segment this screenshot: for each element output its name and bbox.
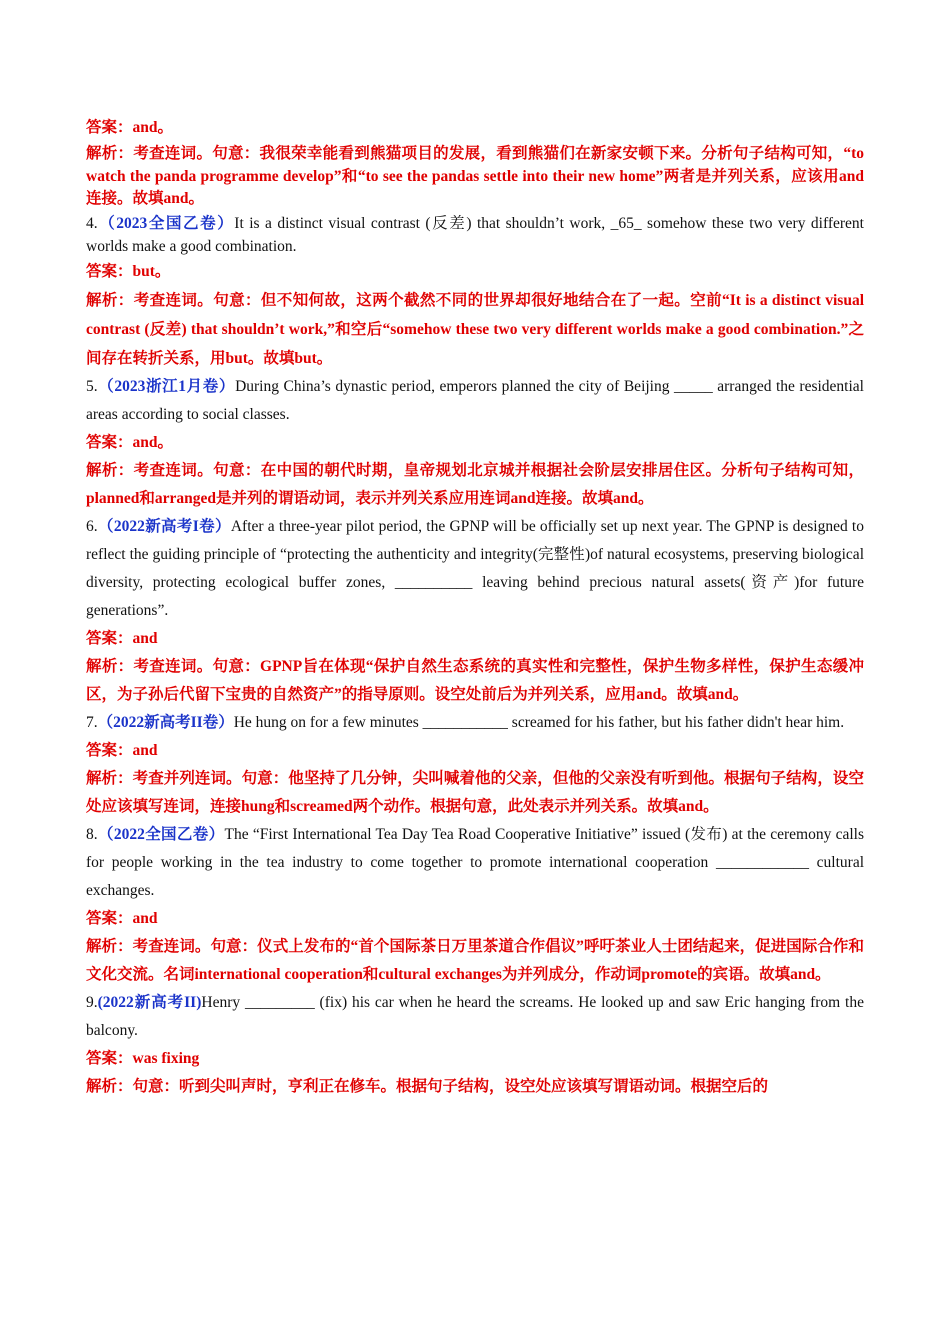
question-text: arranged the residential areas according to social classes. <box>86 377 864 423</box>
answer-line: 答案：and。 <box>86 119 173 136</box>
question-text: screamed for his father, but his father didn't hear him. <box>507 713 845 731</box>
answer-blank: ___________ <box>422 713 508 731</box>
answer-line: 答案：and <box>86 909 158 927</box>
explanation-paragraph: 解析：考查连词。句意：我很荣幸能看到熊猫项目的发展，看到熊猫们在新家安顿下来。分析句子结构可知，“to watch the panda programme develop”和“to see the pandas settle into their new home”两者是并列关系，应该用and连接。故填and。 <box>86 145 864 207</box>
explanation-paragraph: 解析：考查连词。句意：仪式上发布的“首个国际茶日万里茶道合作倡议”呼吁茶业人士团结起来，促进国际合作和文化交流。名词international cooperation和cultural exchanges为并列成分，作动词promote的宾语。故填and。 <box>86 937 864 983</box>
question-8 <box>86 821 864 905</box>
answer-line: 答案：and <box>86 741 158 759</box>
question-number: 9. <box>86 993 98 1011</box>
question-7 <box>86 709 864 737</box>
answer-line: 答案：and。 <box>86 433 173 451</box>
question-text: leaving behind precious natural assets(资产)for future generations”. <box>86 573 865 619</box>
question-number: 5. <box>86 377 98 395</box>
question-source: （2022全国乙卷） <box>97 825 225 843</box>
answer-line: 答案：was fixing <box>86 1049 200 1067</box>
explanation-paragraph: 解析：考查连词。句意：在中国的朝代时期，皇帝规划北京城并根据社会阶层安排居住区。分析句子结构可知，planned和arranged是并列的谓语动词，表示并列关系应用连词and连接。故填and。 <box>86 461 864 507</box>
question-text: The “First International Tea Day Tea Road Cooperative Initiative” issued (发布) at the ceremony calls for people working in the tea industry to come together to promote international cooperation <box>86 825 864 871</box>
question-number: 8. <box>86 825 98 843</box>
question-6 <box>86 513 864 625</box>
question-text: It is a distinct visual contrast (反差) that shouldn’t work, <box>234 214 611 232</box>
question-source: （2023全国乙卷） <box>97 214 235 232</box>
answer-blank: _____ <box>674 377 713 395</box>
question-number: 4. <box>86 214 98 232</box>
explanation-paragraph: 解析：考查连词。句意：但不知何故，这两个截然不同的世界却很好地结合在了一起。空前“It is a distinct visual contrast (反差) that shouldn’t work,”和空后“somehow these two very different worlds make a good combination.”之间存在转折关系，用but。故填but。 <box>86 291 864 367</box>
question-source: （2022新高考I卷） <box>97 517 231 535</box>
question-5 <box>86 373 864 429</box>
question-text: (fix) his car when he heard the screams. He looked up and saw Eric hanging from the balcony. <box>86 993 864 1039</box>
answer-blank: ____________ <box>715 853 809 871</box>
answer-blank: _________ <box>244 993 315 1011</box>
answer-line: 答案：but。 <box>86 262 171 280</box>
question-text: Henry <box>201 993 245 1011</box>
question-source: （2022新高考II卷） <box>97 713 234 731</box>
question-9 <box>86 989 864 1045</box>
document-content <box>86 114 864 1101</box>
question-text: After a three-year pilot period, the GPNP will be officially set up next year. The GPNP is designed to reflect the guiding principle of “protecting the authenticity and integrity(完整性)of natural ecosystems, preserving biological diversity, protecting ecological buffer zones, <box>86 517 864 591</box>
question-4 <box>86 212 864 258</box>
explanation-paragraph: 解析：考查连词。句意：GPNP旨在体现“保护自然生态系统的真实性和完整性，保护生物多样性，保护生态缓冲区，为子孙后代留下宝贵的自然资产”的指导原则。设空处前后为并列关系，应用and。故填and。 <box>86 657 864 703</box>
question-text: During China’s dynastic period, emperors planned the city of Beijing <box>235 377 674 395</box>
answer-blank: __________ <box>394 573 473 591</box>
question-text: somehow these two very different worlds make a good combination. <box>86 214 864 255</box>
answer-blank: _65_ <box>610 214 642 232</box>
question-source: (2022新高考II) <box>97 993 202 1011</box>
question-text: cultural exchanges. <box>86 853 864 899</box>
question-source: （2023浙江1月卷） <box>97 377 236 395</box>
question-number: 6. <box>86 517 98 535</box>
answer-line: 答案：and <box>86 629 158 647</box>
explanation-paragraph: 解析：考查并列连词。句意：他坚持了几分钟，尖叫喊着他的父亲，但他的父亲没有听到他。根据句子结构，设空处应该填写连词，连接hung和screamed两个动作。根据句意，此处表示并列关系。故填and。 <box>86 769 864 815</box>
explanation-paragraph: 解析：句意：听到尖叫声时，亨利正在修车。根据句子结构，设空处应该填写谓语动词。根据空后的 <box>86 1077 769 1095</box>
question-number: 7. <box>86 713 98 731</box>
question-text: He hung on for a few minutes <box>233 713 423 731</box>
